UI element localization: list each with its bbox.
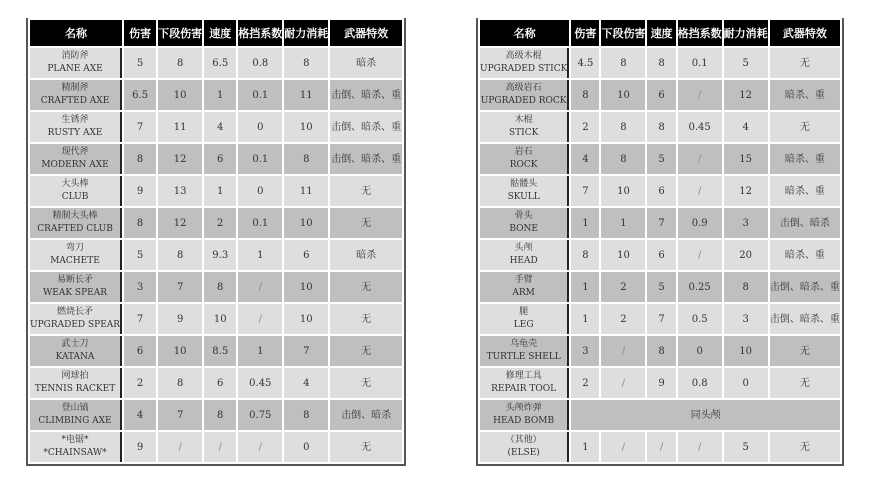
stamina-cost-cell: 12 bbox=[724, 176, 768, 206]
weapon-name-cn: 骨头 bbox=[514, 211, 533, 221]
speed-cell: / bbox=[647, 432, 675, 462]
weapon-effect-cell: 暗杀、重 bbox=[770, 80, 840, 110]
weapon-name-en: WEAK SPEAR bbox=[43, 288, 108, 298]
speed-cell: 4 bbox=[204, 112, 236, 142]
speed-cell: 8.5 bbox=[204, 336, 236, 366]
stamina-cost-cell: 10 bbox=[284, 112, 328, 142]
low-damage-cell: 8 bbox=[158, 240, 202, 270]
stamina-cost-cell: 12 bbox=[724, 80, 768, 110]
stamina-cost-cell: 15 bbox=[724, 144, 768, 174]
weapon-name-cell bbox=[30, 144, 122, 174]
header-low-damage: 下段伤害 bbox=[158, 20, 202, 46]
weapon-name-en: HEAD bbox=[509, 256, 538, 266]
weapon-name-en: TURTLE SHELL bbox=[486, 352, 561, 362]
weapon-name-cn: 岩石 bbox=[514, 147, 533, 157]
damage-cell: 6 bbox=[124, 336, 156, 366]
damage-cell: 9 bbox=[124, 176, 156, 206]
weapon-name-cell bbox=[480, 432, 569, 462]
stamina-cost-cell: 5 bbox=[724, 48, 768, 78]
low-damage-cell: 1 bbox=[601, 208, 645, 238]
speed-cell: 7 bbox=[647, 304, 675, 334]
weapon-effect-cell: 击倒、暗杀 bbox=[770, 208, 840, 238]
weapon-name-cn: 高级木棍 bbox=[505, 51, 542, 61]
header-speed: 速度 bbox=[204, 20, 236, 46]
damage-cell: 2 bbox=[571, 112, 599, 142]
stamina-cost-cell: 4 bbox=[284, 368, 328, 398]
stamina-cost-cell: 10 bbox=[284, 304, 328, 334]
weapon-name-en: UPGRADED ROCK bbox=[480, 96, 567, 106]
header-stamina-cost: 耐力消耗 bbox=[724, 20, 768, 46]
low-damage-cell: 8 bbox=[601, 144, 645, 174]
damage-cell: 4 bbox=[571, 144, 599, 174]
weapon-name-cell bbox=[480, 368, 569, 398]
weapon-name-en: UPGRADED SPEAR bbox=[30, 320, 121, 330]
weapon-name-cn: 网球拍 bbox=[61, 371, 89, 381]
table-row bbox=[480, 336, 840, 366]
weapon-effect-cell: 暗杀 bbox=[330, 240, 402, 270]
weapon-effect-cell: 暗杀、重 bbox=[770, 240, 840, 270]
speed-cell: / bbox=[204, 432, 236, 462]
weapon-effect-cell: 无 bbox=[330, 432, 402, 462]
speed-cell: 9 bbox=[647, 368, 675, 398]
weapon-name-en: SKULL bbox=[507, 192, 540, 202]
weapon-name-cell bbox=[480, 112, 569, 142]
table-row bbox=[480, 176, 840, 206]
damage-cell: 4 bbox=[124, 400, 156, 430]
stamina-cost-cell: 3 bbox=[724, 208, 768, 238]
stamina-cost-cell: 11 bbox=[284, 176, 328, 206]
low-damage-cell: / bbox=[158, 432, 202, 462]
stamina-cost-cell: 8 bbox=[284, 144, 328, 174]
block-coefficient-cell: 0.8 bbox=[238, 48, 282, 78]
speed-cell: 2 bbox=[204, 208, 236, 238]
weapon-name-en: LEG bbox=[513, 320, 534, 330]
weapon-name-cn: 木棍 bbox=[514, 115, 533, 125]
weapon-effect-cell: 击倒、暗杀、重 bbox=[330, 144, 402, 174]
weapon-name-cell bbox=[480, 208, 569, 238]
low-damage-cell: 13 bbox=[158, 176, 202, 206]
weapon-name-en: PLANE AXE bbox=[47, 64, 103, 74]
damage-cell: 2 bbox=[571, 368, 599, 398]
low-damage-cell: / bbox=[601, 368, 645, 398]
speed-cell: 9.3 bbox=[204, 240, 236, 270]
weapon-name-cn: 头颅炸弹 bbox=[505, 403, 542, 413]
stamina-cost-cell: 8 bbox=[284, 48, 328, 78]
weapon-name-en: ARM bbox=[512, 288, 535, 298]
damage-cell: 7 bbox=[124, 112, 156, 142]
weapon-effect-cell: 无 bbox=[770, 336, 840, 366]
weapon-name-cell bbox=[480, 144, 569, 174]
block-coefficient-cell: 0.1 bbox=[678, 48, 722, 78]
stamina-cost-cell: 10 bbox=[284, 272, 328, 302]
weapon-name-cell bbox=[30, 272, 122, 302]
block-coefficient-cell: 0 bbox=[238, 112, 282, 142]
block-coefficient-cell: / bbox=[678, 240, 722, 270]
speed-cell: 6 bbox=[204, 144, 236, 174]
speed-cell: 5 bbox=[647, 272, 675, 302]
weapon-effect-cell: 击倒、暗杀 bbox=[330, 400, 402, 430]
table-row bbox=[30, 400, 402, 430]
block-coefficient-cell: / bbox=[238, 432, 282, 462]
table-row bbox=[480, 272, 840, 302]
block-coefficient-cell: 0.1 bbox=[238, 144, 282, 174]
weapon-name-cn: （其他） bbox=[505, 435, 542, 445]
stamina-cost-cell: 11 bbox=[284, 80, 328, 110]
weapon-name-en: CRAFTED CLUB bbox=[37, 224, 113, 234]
weapon-name-cell bbox=[480, 400, 569, 430]
low-damage-cell: 10 bbox=[158, 80, 202, 110]
weapon-name-en: MACHETE bbox=[50, 256, 100, 266]
weapon-effect-cell: 无 bbox=[330, 368, 402, 398]
low-damage-cell: 12 bbox=[158, 144, 202, 174]
block-coefficient-cell: 0.25 bbox=[678, 272, 722, 302]
weapon-name-en: TENNIS RACKET bbox=[34, 384, 116, 394]
weapon-name-en: CLIMBING AXE bbox=[38, 416, 112, 426]
low-damage-cell: 8 bbox=[158, 48, 202, 78]
block-coefficient-cell: 0.8 bbox=[678, 368, 722, 398]
weapon-name-en: REPAIR TOOL bbox=[491, 384, 557, 394]
stamina-cost-cell: 5 bbox=[724, 432, 768, 462]
weapon-name-cn: 精制大头棒 bbox=[52, 211, 98, 221]
header-block-coefficient: 格挡系数 bbox=[238, 20, 282, 46]
damage-cell: 1 bbox=[571, 304, 599, 334]
weapon-name-cell bbox=[30, 336, 122, 366]
header-speed: 速度 bbox=[647, 20, 675, 46]
low-damage-cell: 8 bbox=[158, 368, 202, 398]
weapon-name-cell bbox=[480, 176, 569, 206]
block-coefficient-cell: 0.75 bbox=[238, 400, 282, 430]
block-coefficient-cell: / bbox=[678, 144, 722, 174]
weapon-name-en: (ELSE) bbox=[507, 448, 540, 458]
table-row bbox=[30, 144, 402, 174]
table-row bbox=[480, 80, 840, 110]
damage-cell: 5 bbox=[124, 48, 156, 78]
weapon-name-en: HEAD BOMB bbox=[493, 416, 555, 426]
speed-cell: 8 bbox=[647, 48, 675, 78]
weapon-name-cell bbox=[480, 336, 569, 366]
table-row bbox=[30, 304, 402, 334]
weapon-name-cn: 精制斧 bbox=[61, 83, 89, 93]
table-row bbox=[480, 208, 840, 238]
table-row bbox=[480, 304, 840, 334]
weapon-effect-cell: 暗杀、重 bbox=[770, 144, 840, 174]
damage-cell: 1 bbox=[571, 432, 599, 462]
low-damage-cell: 8 bbox=[601, 112, 645, 142]
speed-cell: 6 bbox=[204, 368, 236, 398]
table-row bbox=[30, 176, 402, 206]
header-block-coefficient: 格挡系数 bbox=[678, 20, 722, 46]
stamina-cost-cell: 8 bbox=[724, 272, 768, 302]
block-coefficient-cell: / bbox=[678, 176, 722, 206]
header-row bbox=[480, 20, 840, 46]
low-damage-cell: 10 bbox=[601, 80, 645, 110]
weapon-name-cn: 武士刀 bbox=[61, 339, 89, 349]
table-row bbox=[30, 272, 402, 302]
block-coefficient-cell: 0.45 bbox=[678, 112, 722, 142]
stamina-cost-cell: 10 bbox=[724, 336, 768, 366]
low-damage-cell: 9 bbox=[158, 304, 202, 334]
low-damage-cell: 7 bbox=[158, 400, 202, 430]
weapon-effect-cell: 无 bbox=[330, 208, 402, 238]
low-damage-cell: 10 bbox=[601, 176, 645, 206]
table-row bbox=[480, 368, 840, 398]
block-coefficient-cell: 1 bbox=[238, 336, 282, 366]
table-row bbox=[480, 432, 840, 462]
weapon-name-en: BONE bbox=[509, 224, 538, 234]
weapon-name-en: CLUB bbox=[61, 192, 89, 202]
table-row bbox=[30, 80, 402, 110]
weapon-name-cn: 现代斧 bbox=[61, 147, 89, 157]
speed-cell: 7 bbox=[647, 208, 675, 238]
block-coefficient-cell: / bbox=[238, 304, 282, 334]
weapon-name-cn: 易断长矛 bbox=[57, 275, 94, 285]
stamina-cost-cell: 7 bbox=[284, 336, 328, 366]
block-coefficient-cell: 0 bbox=[678, 336, 722, 366]
table-row bbox=[30, 208, 402, 238]
table-row bbox=[480, 400, 840, 430]
low-damage-cell: / bbox=[601, 432, 645, 462]
stamina-cost-cell: 4 bbox=[724, 112, 768, 142]
damage-cell: 8 bbox=[571, 80, 599, 110]
damage-cell: 4.5 bbox=[571, 48, 599, 78]
weapon-effect-cell: 暗杀、重 bbox=[770, 176, 840, 206]
header-stamina-cost: 耐力消耗 bbox=[284, 20, 328, 46]
stamina-cost-cell: 0 bbox=[724, 368, 768, 398]
table-row bbox=[30, 432, 402, 462]
weapon-name-cell bbox=[30, 48, 122, 78]
block-coefficient-cell: 1 bbox=[238, 240, 282, 270]
weapon-name-cn: 燃烧长矛 bbox=[57, 307, 94, 317]
weapon-name-cn: 头颅 bbox=[514, 243, 533, 253]
speed-cell: 10 bbox=[204, 304, 236, 334]
weapon-name-cn: *电锯* bbox=[61, 435, 89, 445]
weapon-name-en: ROCK bbox=[509, 160, 538, 170]
header-row bbox=[30, 20, 402, 46]
stamina-cost-cell: 3 bbox=[724, 304, 768, 334]
damage-cell: 3 bbox=[124, 272, 156, 302]
weapon-name-cell bbox=[30, 176, 122, 206]
speed-cell: 8 bbox=[647, 112, 675, 142]
stamina-cost-cell: 6 bbox=[284, 240, 328, 270]
header-name: 名称 bbox=[30, 20, 122, 46]
weapon-name-cn: 弯刀 bbox=[66, 243, 85, 253]
damage-cell: 2 bbox=[124, 368, 156, 398]
speed-cell: 5 bbox=[647, 144, 675, 174]
weapon-name-en: STICK bbox=[508, 128, 539, 138]
stamina-cost-cell: 8 bbox=[284, 400, 328, 430]
weapon-name-cell bbox=[480, 304, 569, 334]
weapon-name-cn: 乌龟壳 bbox=[510, 339, 538, 349]
merged-note-cell: 同头颅 bbox=[571, 400, 840, 430]
weapon-name-cell bbox=[30, 368, 122, 398]
block-coefficient-cell: / bbox=[678, 432, 722, 462]
weapon-name-cell bbox=[480, 48, 569, 78]
weapon-name-en: RUSTY AXE bbox=[47, 128, 103, 138]
speed-cell: 8 bbox=[647, 336, 675, 366]
weapon-effect-cell: 无 bbox=[770, 112, 840, 142]
table-row bbox=[30, 240, 402, 270]
damage-cell: 3 bbox=[571, 336, 599, 366]
weapon-name-cell bbox=[480, 272, 569, 302]
weapon-name-cn: 大头棒 bbox=[61, 179, 89, 189]
damage-cell: 7 bbox=[124, 304, 156, 334]
speed-cell: 1 bbox=[204, 80, 236, 110]
weapon-name-cell bbox=[30, 112, 122, 142]
damage-cell: 1 bbox=[571, 272, 599, 302]
weapon-name-cell bbox=[30, 80, 122, 110]
weapon-name-cn: 高级岩石 bbox=[505, 83, 542, 93]
weapon-name-cn: 手臂 bbox=[514, 275, 533, 285]
weapon-effect-cell: 无 bbox=[770, 368, 840, 398]
header-weapon-effect: 武器特效 bbox=[330, 20, 402, 46]
weapon-name-cn: 腿 bbox=[519, 307, 529, 317]
header-damage: 伤害 bbox=[124, 20, 156, 46]
speed-cell: 8 bbox=[204, 400, 236, 430]
stamina-cost-cell: 20 bbox=[724, 240, 768, 270]
weapon-name-cn: 消防斧 bbox=[61, 51, 89, 61]
speed-cell: 8 bbox=[204, 272, 236, 302]
stamina-cost-cell: 0 bbox=[284, 432, 328, 462]
header-name: 名称 bbox=[480, 20, 569, 46]
low-damage-cell: 11 bbox=[158, 112, 202, 142]
weapon-effect-cell: 击倒、暗杀、重 bbox=[770, 304, 840, 334]
table-row bbox=[30, 336, 402, 366]
table-row bbox=[480, 144, 840, 174]
damage-cell: 8 bbox=[124, 144, 156, 174]
weapon-name-en: CRAFTED AXE bbox=[40, 96, 110, 106]
block-coefficient-cell: 0.1 bbox=[238, 208, 282, 238]
weapon-effect-cell: 无 bbox=[330, 304, 402, 334]
block-coefficient-cell: 0.1 bbox=[238, 80, 282, 110]
weapon-name-cn: 修理工具 bbox=[505, 371, 542, 381]
weapon-effect-cell: 击倒、暗杀、重 bbox=[770, 272, 840, 302]
weapon-name-cell bbox=[30, 208, 122, 238]
weapon-name-cn: 生锈斧 bbox=[61, 115, 89, 125]
speed-cell: 6 bbox=[647, 80, 675, 110]
weapon-name-cell bbox=[30, 432, 122, 462]
low-damage-cell: / bbox=[601, 336, 645, 366]
weapon-effect-cell: 暗杀 bbox=[330, 48, 402, 78]
low-damage-cell: 2 bbox=[601, 272, 645, 302]
weapon-effect-cell: 无 bbox=[330, 272, 402, 302]
damage-cell: 8 bbox=[124, 208, 156, 238]
speed-cell: 6.5 bbox=[204, 48, 236, 78]
weapon-name-cn: 骷髅头 bbox=[510, 179, 538, 189]
weapon-name-cell bbox=[30, 304, 122, 334]
weapon-name-en: MODERN AXE bbox=[41, 160, 109, 170]
weapon-name-cell bbox=[480, 80, 569, 110]
damage-cell: 1 bbox=[571, 208, 599, 238]
block-coefficient-cell: 0.45 bbox=[238, 368, 282, 398]
weapon-name-cn: 登山镐 bbox=[61, 403, 89, 413]
weapon-name-en: UPGRADED STICK bbox=[480, 64, 568, 74]
block-coefficient-cell: / bbox=[238, 272, 282, 302]
block-coefficient-cell: / bbox=[678, 80, 722, 110]
damage-cell: 5 bbox=[124, 240, 156, 270]
weapon-effect-cell: 无 bbox=[330, 336, 402, 366]
weapon-table-left bbox=[26, 18, 406, 466]
table-row bbox=[480, 112, 840, 142]
block-coefficient-cell: 0.5 bbox=[678, 304, 722, 334]
weapon-name-cell bbox=[480, 240, 569, 270]
table-row bbox=[30, 112, 402, 142]
low-damage-cell: 10 bbox=[158, 336, 202, 366]
damage-cell: 9 bbox=[124, 432, 156, 462]
weapon-effect-cell: 无 bbox=[330, 176, 402, 206]
low-damage-cell: 7 bbox=[158, 272, 202, 302]
low-damage-cell: 8 bbox=[601, 48, 645, 78]
speed-cell: 6 bbox=[647, 240, 675, 270]
table-row bbox=[480, 48, 840, 78]
damage-cell: 6.5 bbox=[124, 80, 156, 110]
low-damage-cell: 2 bbox=[601, 304, 645, 334]
weapon-effect-cell: 击倒、暗杀、重 bbox=[330, 112, 402, 142]
weapon-name-en: KATANA bbox=[55, 352, 95, 362]
weapon-effect-cell: 无 bbox=[770, 48, 840, 78]
damage-cell: 8 bbox=[571, 240, 599, 270]
speed-cell: 1 bbox=[204, 176, 236, 206]
weapon-name-cell bbox=[30, 240, 122, 270]
low-damage-cell: 10 bbox=[601, 240, 645, 270]
table-row bbox=[480, 240, 840, 270]
stamina-cost-cell: 10 bbox=[284, 208, 328, 238]
weapon-table-right bbox=[476, 18, 844, 466]
table-row bbox=[30, 48, 402, 78]
low-damage-cell: 12 bbox=[158, 208, 202, 238]
weapon-name-en: *CHAINSAW* bbox=[43, 448, 107, 458]
weapon-effect-cell: 击倒、暗杀、重 bbox=[330, 80, 402, 110]
header-low-damage: 下段伤害 bbox=[601, 20, 645, 46]
header-damage: 伤害 bbox=[571, 20, 599, 46]
block-coefficient-cell: 0 bbox=[238, 176, 282, 206]
speed-cell: 6 bbox=[647, 176, 675, 206]
weapon-name-cell bbox=[30, 400, 122, 430]
damage-cell: 7 bbox=[571, 176, 599, 206]
weapon-effect-cell: 无 bbox=[770, 432, 840, 462]
header-weapon-effect: 武器特效 bbox=[770, 20, 840, 46]
block-coefficient-cell: 0.9 bbox=[678, 208, 722, 238]
table-row bbox=[30, 368, 402, 398]
